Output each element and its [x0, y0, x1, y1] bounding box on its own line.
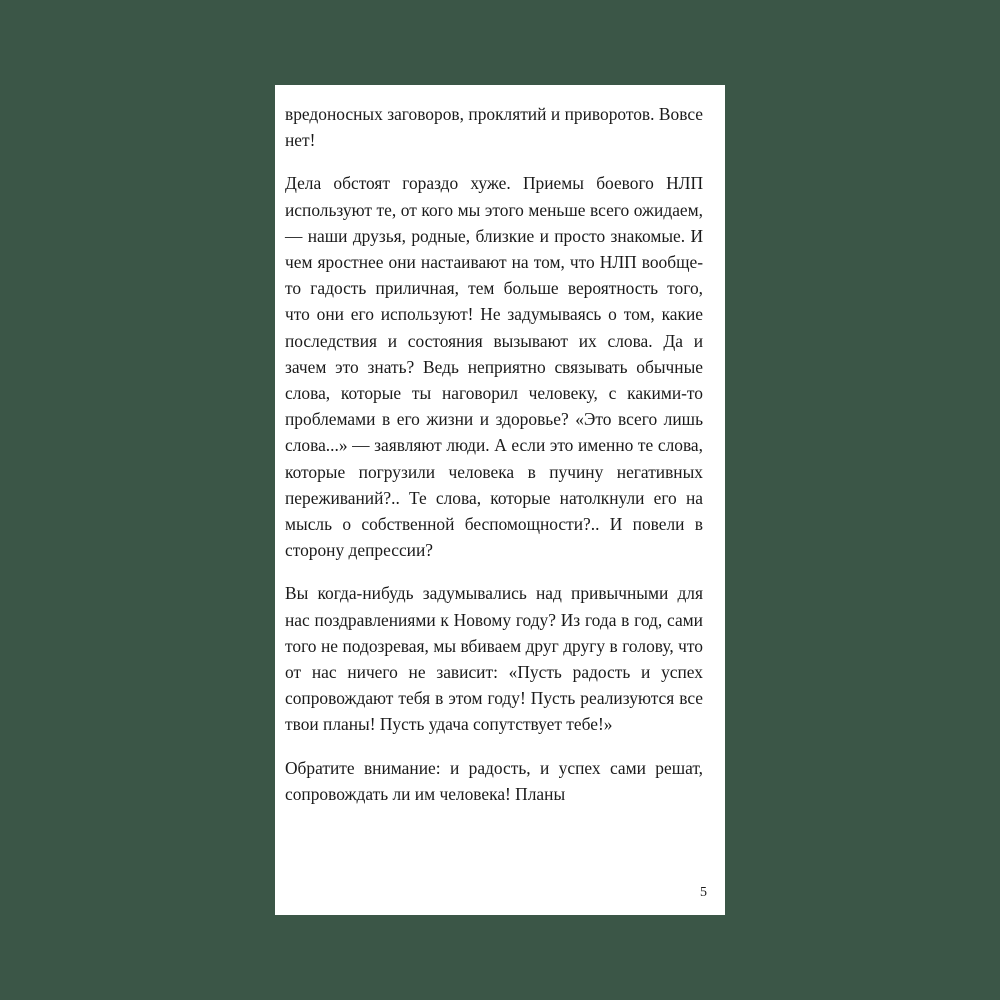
paragraph: Вы когда-нибудь задумывались над привычными для нас поздравлениями к Новому году? Из года в год, сами того не подозревая, мы вбиваем друг другу в голову, что от нас ничего не зависит: «Пусть радость и успех сопровождают тебя в этом году! Пусть реализуются все твои планы! Пусть удача сопутствует тебе!»: [285, 583, 703, 735]
page-number: 5: [700, 885, 707, 900]
page-text-column: [275, 85, 725, 915]
book-page: [275, 85, 725, 915]
paragraph: вредоносных заговоров, проклятий и приворотов. Вовсе нет!: [285, 104, 703, 151]
paragraph: Дела обстоят гораздо хуже. Приемы боевого НЛП используют те, от кого мы этого меньше всего ожидаем, — наши друзья, родные, близкие и просто знакомые. И чем яростнее они настаивают на том, что НЛП вообще-то гадость приличная, тем больше вероятность того, что они его используют! Не задумываясь о том, какие последствия и состояния вызывают их слова. Да и зачем это знать? Ведь неприятно связывать обычные слова, которые ты наговорил человеку, с какими-то проблемами в его жизни и здоровье? «Это всего лишь слова...» — заявляют люди. А если это именно те слова, которые погрузили человека в пучину негативных переживаний?.. Те слова, которые натолкнули его на мысль о собственной беспомощности?.. И повели в сторону депрессии?: [285, 173, 703, 561]
paragraph: Обратите внимание: и радость, и успех сами решат, сопровождать ли им человека! Планы: [285, 757, 703, 804]
